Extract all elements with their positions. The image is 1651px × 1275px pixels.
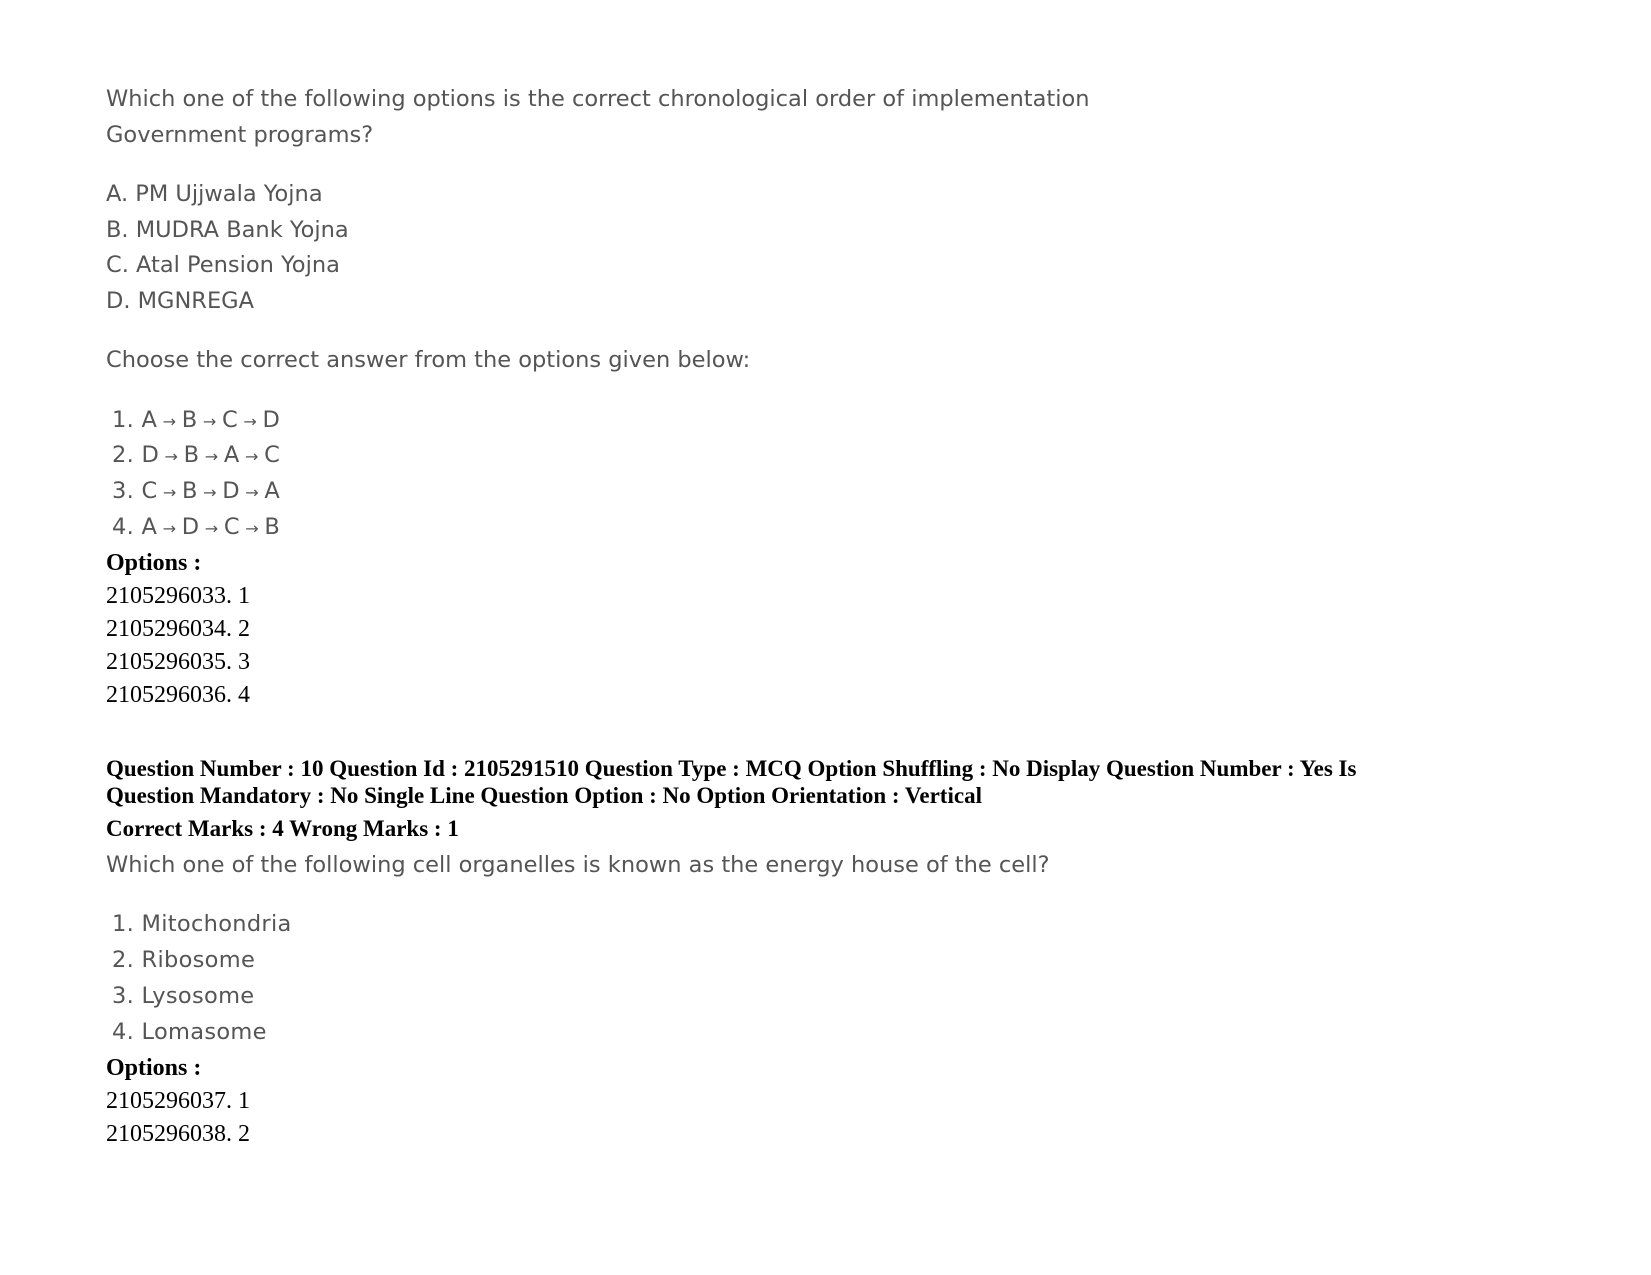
arrow-right-icon: → bbox=[199, 447, 224, 466]
answer-choice: 2. Ribosome bbox=[112, 947, 256, 973]
options-label: Options : bbox=[106, 550, 202, 576]
option-id-line: 2105296033. 1 bbox=[106, 583, 250, 609]
marks-line: Correct Marks : 4 Wrong Marks : 1 bbox=[106, 816, 459, 841]
option-id-line: 2105296037. 1 bbox=[106, 1088, 250, 1114]
sequence-letter: D bbox=[141, 442, 160, 468]
sequence-choice bbox=[112, 476, 280, 508]
sequence-letter: A bbox=[141, 514, 158, 540]
sequence-letter: C bbox=[141, 478, 158, 504]
sequence-choice bbox=[112, 405, 280, 437]
option-id-line: 2105296035. 3 bbox=[106, 649, 250, 675]
sequence-letter: B bbox=[264, 514, 281, 540]
sequence-letter: D bbox=[222, 478, 240, 504]
answer-instruction: Choose the correct answer from the options given below: bbox=[106, 347, 751, 373]
sequence-letter: C bbox=[221, 407, 238, 433]
sequence-letter: A bbox=[223, 442, 240, 468]
sequence-letter: C bbox=[223, 514, 240, 540]
option-id-line: 2105296038. 2 bbox=[106, 1121, 250, 1147]
answer-choice: 4. Lomasome bbox=[112, 1019, 267, 1045]
statement-item: D. MGNREGA bbox=[106, 288, 254, 314]
sequence-letter: A bbox=[141, 407, 158, 433]
arrow-right-icon: → bbox=[239, 519, 265, 538]
question-text-line-2: Government programs? bbox=[106, 122, 374, 148]
sequence-letter: C bbox=[264, 442, 281, 468]
arrow-right-icon: → bbox=[159, 447, 184, 466]
sequence-letter: D bbox=[262, 407, 281, 433]
arrow-right-icon: → bbox=[239, 483, 265, 502]
statement-item: A. PM Ujjwala Yojna bbox=[106, 181, 323, 207]
arrow-right-icon: → bbox=[237, 412, 263, 431]
statement-item: B. MUDRA Bank Yojna bbox=[106, 217, 349, 243]
options-label: Options : bbox=[106, 1055, 202, 1081]
question-meta-line-1: Question Number : 10 Question Id : 2105291510 Question Type : MCQ Option Shuffling : No Display Question Number : Yes Is bbox=[106, 756, 1357, 781]
sequence-letter: B bbox=[181, 407, 198, 433]
sequence-choice bbox=[112, 512, 280, 544]
answer-choice: 3. Lysosome bbox=[112, 983, 255, 1009]
choice-number: 1. bbox=[112, 407, 142, 433]
choice-number: 4. bbox=[112, 514, 142, 540]
arrow-right-icon: → bbox=[199, 519, 224, 538]
arrow-right-icon: → bbox=[157, 519, 182, 538]
option-id-line: 2105296036. 4 bbox=[106, 682, 250, 708]
option-id-line: 2105296034. 2 bbox=[106, 616, 250, 642]
choice-number: 3. bbox=[112, 478, 142, 504]
arrow-right-icon: → bbox=[197, 483, 223, 502]
question-text: Which one of the following cell organelles is known as the energy house of the cell? bbox=[106, 852, 1050, 878]
sequence-choice bbox=[112, 440, 280, 472]
question-meta-line-2: Question Mandatory : No Single Line Question Option : No Option Orientation : Vertical bbox=[106, 783, 982, 808]
arrow-right-icon: → bbox=[197, 412, 222, 431]
statement-item: C. Atal Pension Yojna bbox=[106, 252, 340, 278]
sequence-letter: B bbox=[183, 442, 200, 468]
answer-choice: 1. Mitochondria bbox=[112, 911, 292, 937]
arrow-right-icon: → bbox=[157, 483, 183, 502]
sequence-letter: A bbox=[264, 478, 281, 504]
choice-number: 2. bbox=[112, 442, 142, 468]
arrow-right-icon: → bbox=[157, 412, 182, 431]
arrow-right-icon: → bbox=[239, 447, 265, 466]
sequence-letter: B bbox=[182, 478, 198, 504]
question-text-line-1: Which one of the following options is the correct chronological order of implementation bbox=[106, 86, 1090, 112]
sequence-letter: D bbox=[181, 514, 200, 540]
